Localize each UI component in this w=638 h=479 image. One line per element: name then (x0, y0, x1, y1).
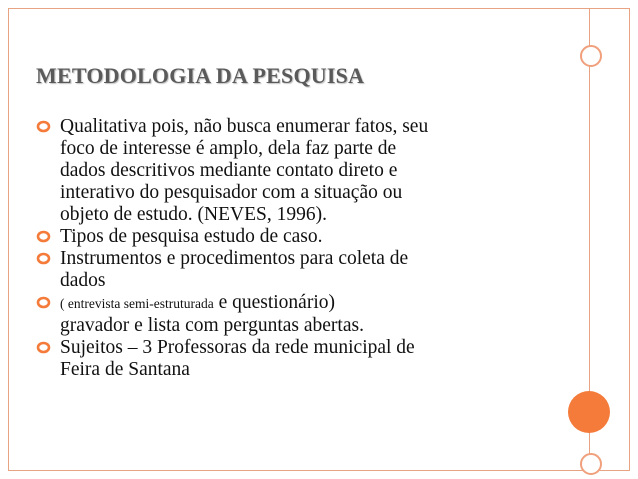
decorative-circle-bottom (580, 453, 602, 475)
decorative-circle-filled (568, 391, 610, 433)
item-text: e questionário) (213, 292, 335, 313)
item-text: Instrumentos e procedimentos para coleta de (60, 248, 409, 269)
list-item (36, 248, 556, 292)
circle-bullet-icon (36, 230, 51, 243)
item-text: foco de interesse é amplo, dela faz parte de (60, 138, 397, 159)
item-text-line (60, 292, 556, 315)
bullet-list (36, 116, 556, 381)
item-text: Sujeitos – 3 Professoras da rede municipal de (60, 337, 415, 358)
item-text: Tipos de pesquisa estudo de caso. (60, 226, 323, 247)
list-item (36, 337, 556, 381)
circle-bullet-icon (36, 252, 51, 265)
list-item (36, 292, 556, 337)
item-text: Feira de Santana (60, 359, 190, 380)
item-text: objeto de estudo. (NEVES, 1996). (60, 204, 328, 225)
circle-bullet-icon (36, 341, 51, 354)
list-item (36, 116, 556, 226)
item-text-small: ( entrevista semi-estruturada (60, 296, 214, 311)
item-text: gravador e lista com perguntas abertas. (60, 315, 364, 336)
item-text: dados descritivos mediante contato direto e (60, 160, 398, 181)
frame-right-line (629, 8, 630, 471)
slide-title: METODOLOGIA DA PESQUISA (36, 63, 365, 88)
item-text: dados (60, 270, 106, 291)
circle-bullet-icon (36, 120, 51, 133)
frame-left-line (8, 8, 9, 471)
decorative-circle-top (580, 45, 602, 67)
circle-bullet-icon (36, 296, 51, 309)
item-text: Qualitativa pois, não busca enumerar fatos, seu (60, 116, 429, 137)
list-item (36, 226, 556, 248)
frame-top-line (8, 8, 630, 9)
frame-bottom-line (8, 470, 630, 471)
item-text: interativo do pesquisador com a situação ou (60, 182, 403, 203)
